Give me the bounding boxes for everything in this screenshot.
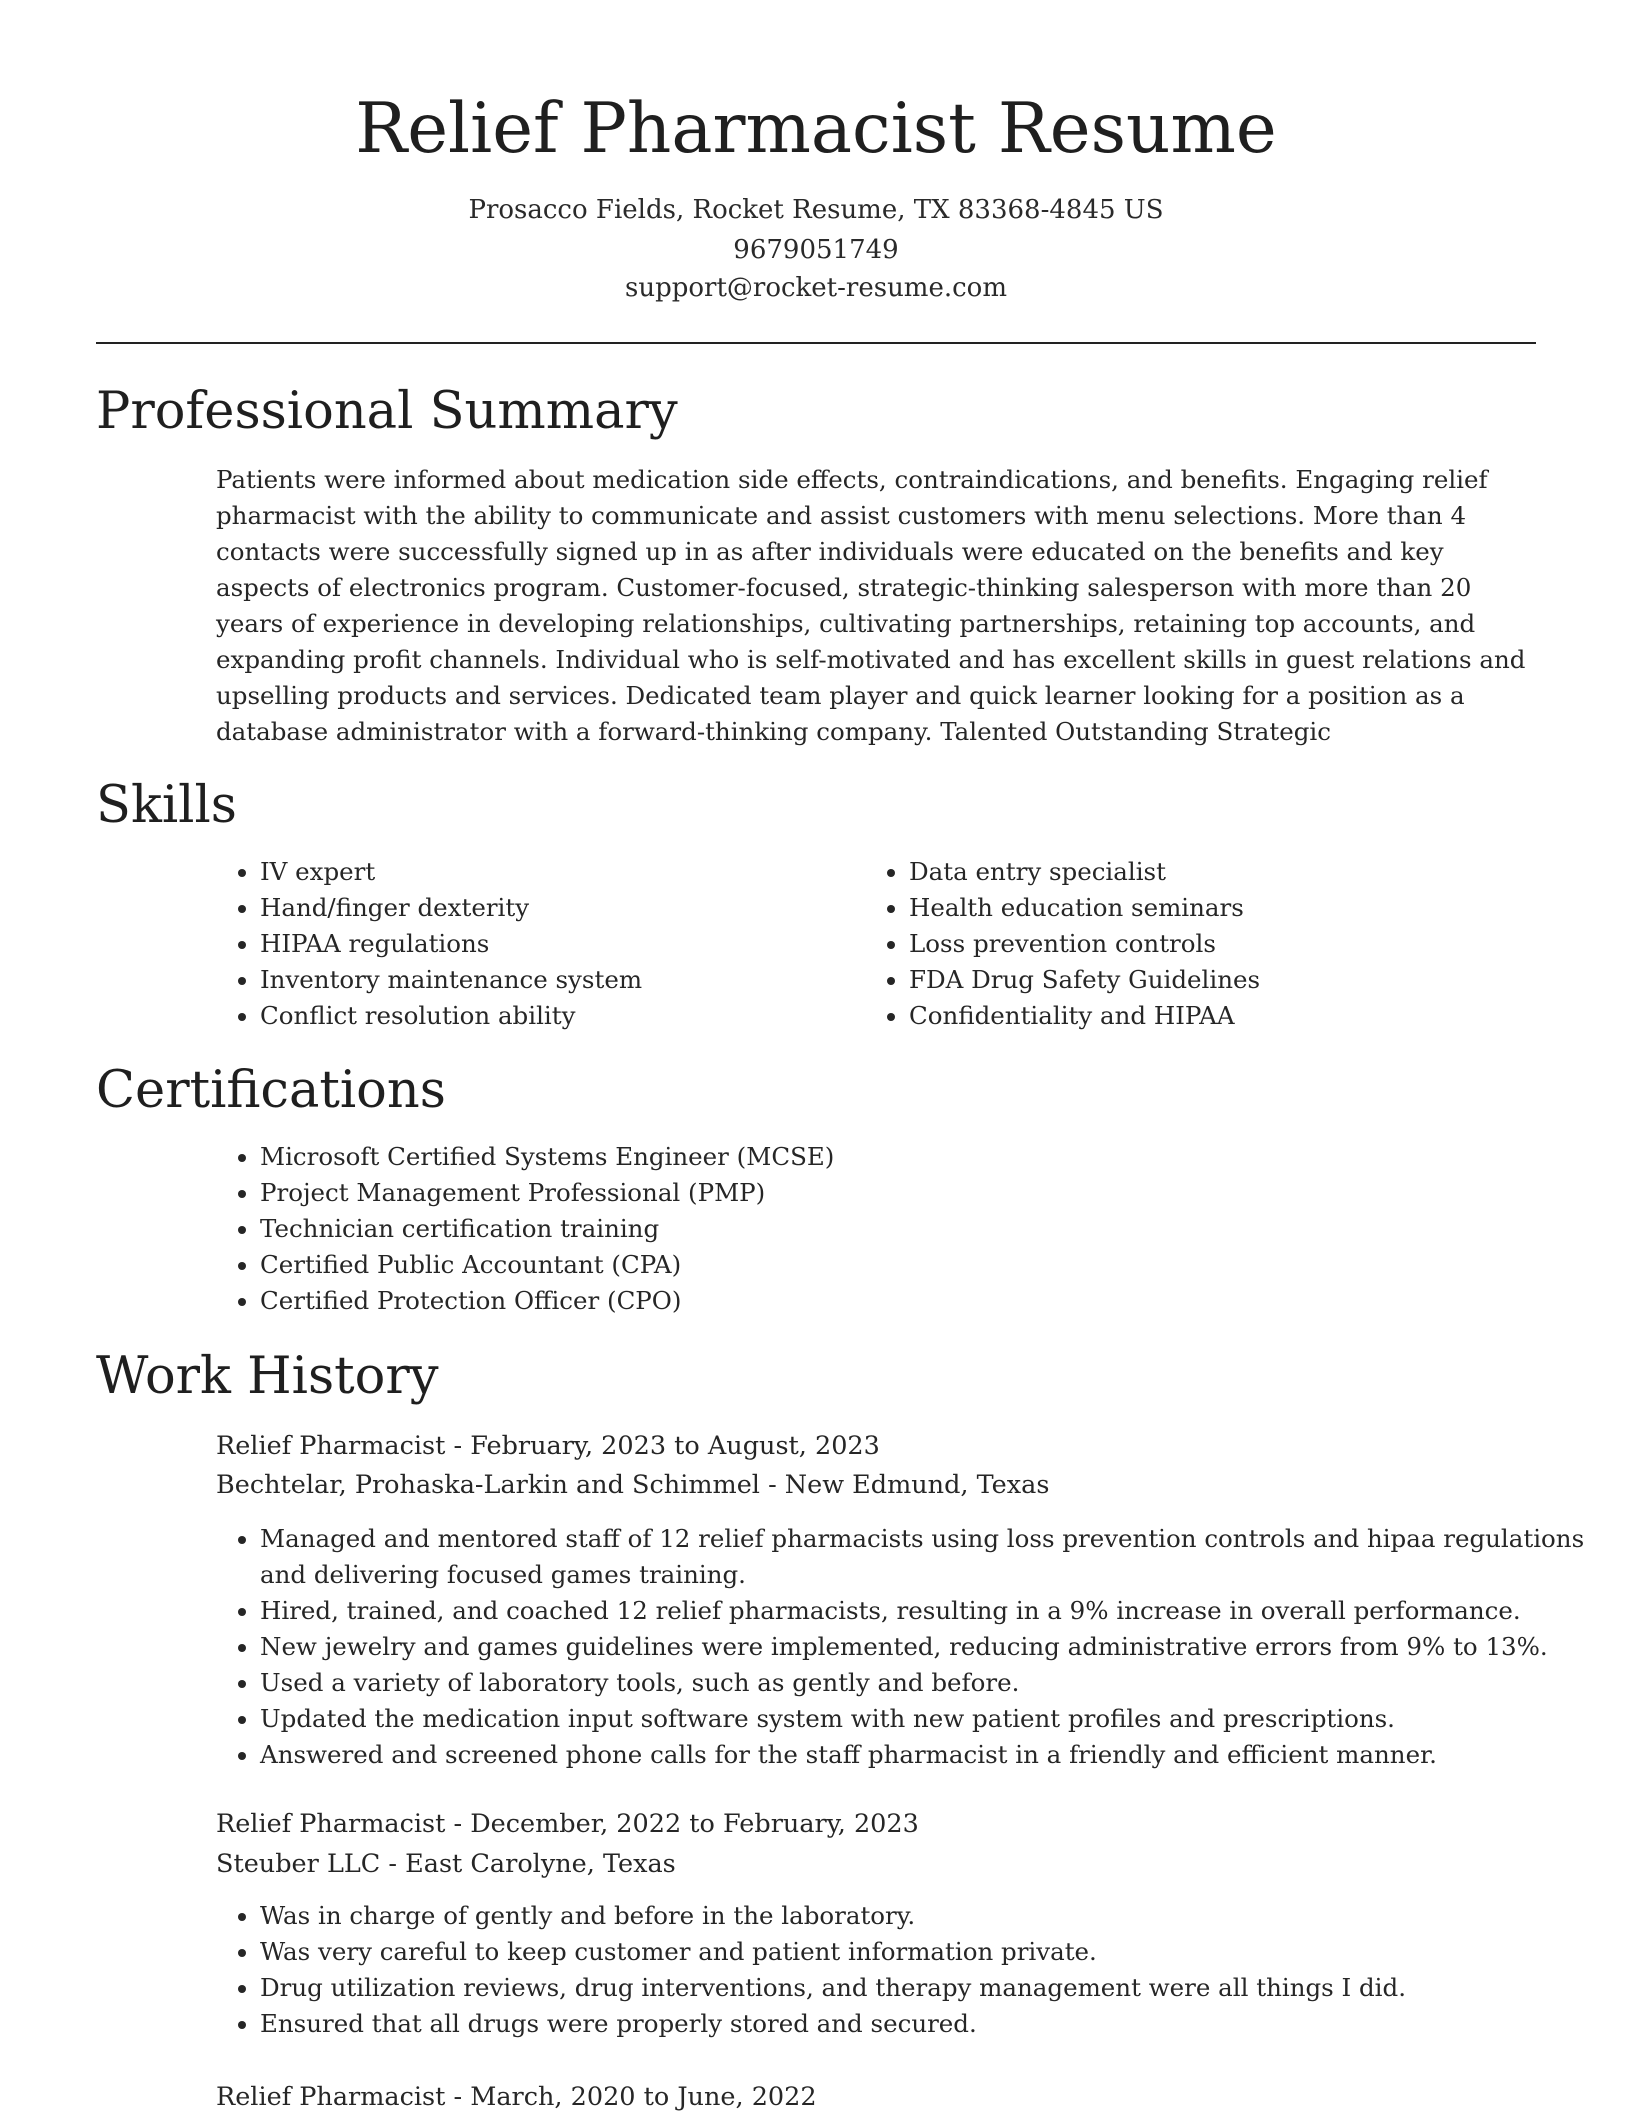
certification-item: • Project Management Professional (PMP)	[260, 1175, 1360, 1211]
certifications-heading: Certifications	[96, 1061, 446, 1120]
certification-item: • Certified Protection Officer (CPO)	[260, 1283, 1360, 1319]
job-bullet: • Updated the medication input software system with new patient profiles and prescriptions.	[260, 1701, 1585, 1737]
contact-email: support@rocket-resume.com	[624, 273, 1007, 303]
job-title: Relief Pharmacist	[216, 1431, 446, 1461]
skill-item: • IV expert	[260, 854, 820, 890]
job-bullet: • Drug utilization reviews, drug interventions, and therapy management were all things I did.	[260, 1970, 1585, 2006]
job-bullet: • Answered and screened phone calls for the staff pharmacist in a friendly and efficient manner.	[260, 1737, 1585, 1773]
job-location: - East Carolyne, Texas	[380, 1849, 676, 1879]
skill-item: • Loss prevention controls	[909, 926, 1529, 962]
skill-item: • Hand/finger dexterity	[260, 890, 820, 926]
job-company-line	[216, 1844, 676, 1884]
contact-phone: 9679051749	[733, 235, 899, 265]
skill-item: • Data entry specialist	[909, 854, 1529, 890]
job-company: Steuber LLC	[216, 1849, 381, 1879]
skill-item: • Conflict resolution ability	[260, 998, 820, 1034]
summary-text: Patients were informed about medication side effects, contraindications, and benefits. Engaging relief pharmacist with the ability to communicate and assist customers with menu selections. More than 4 contacts were successfully signed up in as after individuals were educated on the benefits and key aspects of electronics program. Customer-focused, strategic-thinking salesperson with more than 20 years of experience in developing relationships, cultivating partnerships, retaining top accounts, and expanding profit channels. Individual who is self-motivated and has excellent skills in guest relations and upselling products and services. Dedicated team player and quick learner looking for a position as a database administrator with a forward-thinking company. Talented Outstanding Strategic	[216, 465, 1526, 746]
skills-list-left	[216, 854, 820, 1034]
skills-list-right	[865, 854, 1529, 1034]
job-bullet: • Ensured that all drugs were properly stored and secured.	[260, 2006, 1585, 2042]
skill-item: • Health education seminars	[909, 890, 1529, 926]
job-bullet: • Managed and mentored staff of 12 relief pharmacists using loss prevention controls and hipaa regulations and delivering focused games training.	[260, 1521, 1585, 1593]
skill-item: • HIPAA regulations	[260, 926, 820, 962]
job-company: Bechtelar, Prohaska-Larkin and Schimmel	[216, 1470, 760, 1500]
job-company-line	[216, 1465, 1049, 1505]
certification-item: • Certified Public Accountant (CPA)	[260, 1247, 1360, 1283]
contact-address: Prosacco Fields, Rocket Resume, TX 83368-4845 US	[468, 195, 1164, 225]
job-title: Relief Pharmacist	[216, 1809, 446, 1839]
job-bullet: • New jewelry and games guidelines were implemented, reducing administrative errors from 9% to 13%.	[260, 1629, 1585, 1665]
header-divider	[96, 342, 1536, 344]
summary-heading: Professional Summary	[96, 382, 678, 441]
job-title-line	[216, 1426, 880, 1466]
job-bullet: • Used a variety of laboratory tools, such as gently and before.	[260, 1665, 1585, 1701]
job-dates: - December, 2022 to February, 2023	[445, 1809, 919, 1839]
job-title: Relief Pharmacist	[216, 2082, 446, 2112]
job-location: - New Edmund, Texas	[759, 1470, 1050, 1500]
skill-item: • FDA Drug Safety Guidelines	[909, 962, 1529, 998]
skills-heading: Skills	[96, 776, 237, 835]
job-bullet: • Hired, trained, and coached 12 relief pharmacists, resulting in a 9% increase in overall performance.	[260, 1593, 1585, 1629]
job-bullets	[216, 1898, 1585, 2042]
resume-title: Relief Pharmacist Resume	[355, 89, 1277, 169]
job-bullet: • Was very careful to keep customer and patient information private.	[260, 1934, 1585, 1970]
certification-item: • Microsoft Certified Systems Engineer (MCSE)	[260, 1139, 1360, 1175]
job-bullets	[216, 1521, 1585, 1773]
job-bullet: • Was in charge of gently and before in the laboratory.	[260, 1898, 1585, 1934]
certification-item: • Technician certification training	[260, 1211, 1360, 1247]
work-history-heading: Work History	[96, 1347, 439, 1406]
job-title-line	[216, 1804, 919, 1844]
skill-item: • Confidentiality and HIPAA	[909, 998, 1529, 1034]
certifications-list	[216, 1139, 1360, 1319]
job-dates: - March, 2020 to June, 2022	[445, 2082, 817, 2112]
job-title-line	[216, 2077, 817, 2112]
job-dates: - February, 2023 to August, 2023	[445, 1431, 880, 1461]
skill-item: • Inventory maintenance system	[260, 962, 820, 998]
